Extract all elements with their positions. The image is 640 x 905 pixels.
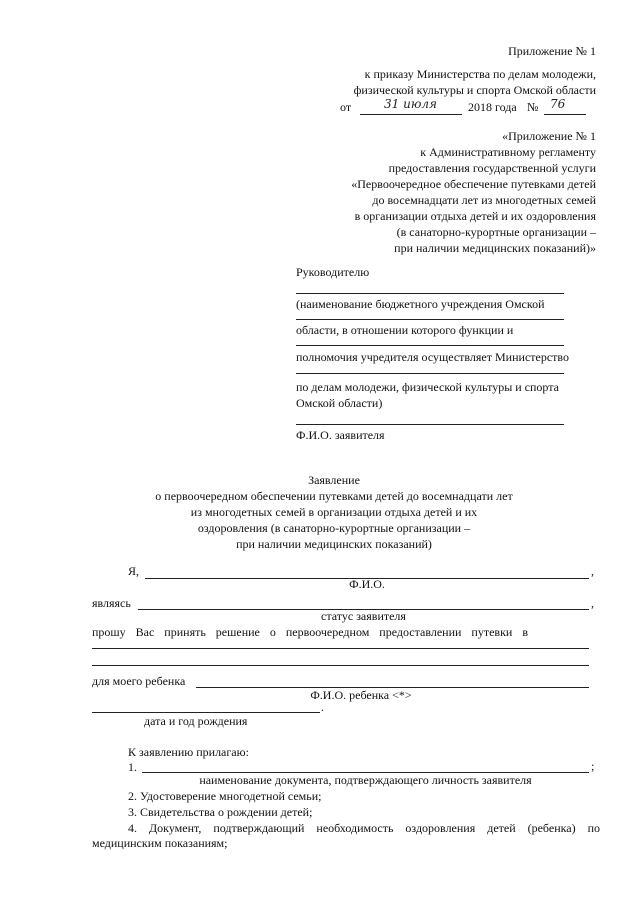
number-line <box>544 114 586 115</box>
being-label: являясь <box>92 596 131 610</box>
attachments-head: К заявлению прилагаю: <box>128 745 249 759</box>
appendix2-line: «Первоочередное обеспечение путевками детей <box>351 177 596 191</box>
appendix2-line: при наличии медицинских показаний)» <box>394 241 596 255</box>
semicolon: ; <box>591 759 595 773</box>
request-field-line[interactable] <box>92 648 589 649</box>
attachment-item-2: 2. Удостоверение многодетной семьи; <box>128 789 322 803</box>
addressee-line <box>296 373 564 374</box>
statement-line: о первоочередном обеспечении путевками детей до восемнадцати лет <box>155 489 513 503</box>
appendix1-line1: к приказу Министерства по делам молодежи, <box>364 67 596 81</box>
number-handwritten: 76 <box>550 97 566 111</box>
appendix1-line2: физической культуры и спорта Омской области <box>353 83 596 97</box>
addressee-text: области, в отношении которого функции и <box>296 323 514 337</box>
document-caption: наименование документа, подтверждающего личность заявителя <box>199 773 532 787</box>
birth-date-field[interactable] <box>92 712 320 713</box>
date-line <box>360 114 462 115</box>
comma: , <box>591 596 594 610</box>
ya-label: Я, <box>128 564 140 578</box>
statement-line: при наличии медицинских показаний) <box>236 537 432 551</box>
request-field-line[interactable] <box>92 665 589 666</box>
attachment-item-3: 3. Свидетельства о рождении детей; <box>128 805 313 819</box>
addressee-line <box>296 319 564 320</box>
request-text: прошу Вас принять решение о первоочередном предоставлении путевки в <box>92 625 528 639</box>
addressee-text: (наименование бюджетного учреждения Омской <box>296 297 545 311</box>
status-caption: статус заявителя <box>321 609 406 623</box>
addressee-head: Руководителю <box>296 265 370 279</box>
appendix2-line: в организации отдыха детей и их оздоровления <box>354 209 596 223</box>
addressee-line <box>296 293 564 294</box>
attachment-item-4: 4. Документ, подтверждающий необходимость оздоровления детей (ребенка) по <box>128 821 600 835</box>
date-handwritten: 31 июля <box>384 97 437 111</box>
statement-title: Заявление <box>308 473 360 487</box>
addressee-text: Омской области) <box>296 396 383 410</box>
appendix2-line: до восемнадцати лет из многодетных семей <box>372 193 596 207</box>
appendix2-title: «Приложение № 1 <box>502 129 596 143</box>
addressee-text: полномочия учредителя осуществляет Министерство <box>296 350 569 364</box>
addressee-fio-line <box>296 424 564 425</box>
appendix2-line: к Административному регламенту <box>420 145 596 159</box>
for-child-label: для моего ребенка <box>92 674 186 688</box>
comma: , <box>591 564 594 578</box>
applicant-fio-caption: Ф.И.О. заявителя <box>296 428 385 442</box>
dot: . <box>321 700 324 714</box>
addressee-line <box>296 345 564 346</box>
appendix1-from: от <box>340 100 352 114</box>
appendix2-line: предоставления государственной услуги <box>388 161 596 175</box>
appendix2-line: (в санаторно-курортные организации – <box>396 225 596 239</box>
statement-line: оздоровления (в санаторно-курортные организации – <box>197 521 471 535</box>
appendix1-num: № <box>527 100 539 114</box>
birth-caption: дата и год рождения <box>144 714 248 728</box>
attachment-item-4-cont: медицинским показаниям; <box>92 836 228 850</box>
appendix1-year: 2018 года <box>468 100 517 114</box>
addressee-text: по делам молодежи, физической культуры и спорта <box>296 380 559 394</box>
child-fio-caption: Ф.И.О. ребенка <*> <box>310 688 412 702</box>
fio-caption: Ф.И.О. <box>349 577 385 591</box>
statement-line: из многодетных семей в организации отдыха детей и их <box>190 505 478 519</box>
attachment-number: 1. <box>128 760 137 774</box>
appendix1-title: Приложение № 1 <box>508 44 596 58</box>
